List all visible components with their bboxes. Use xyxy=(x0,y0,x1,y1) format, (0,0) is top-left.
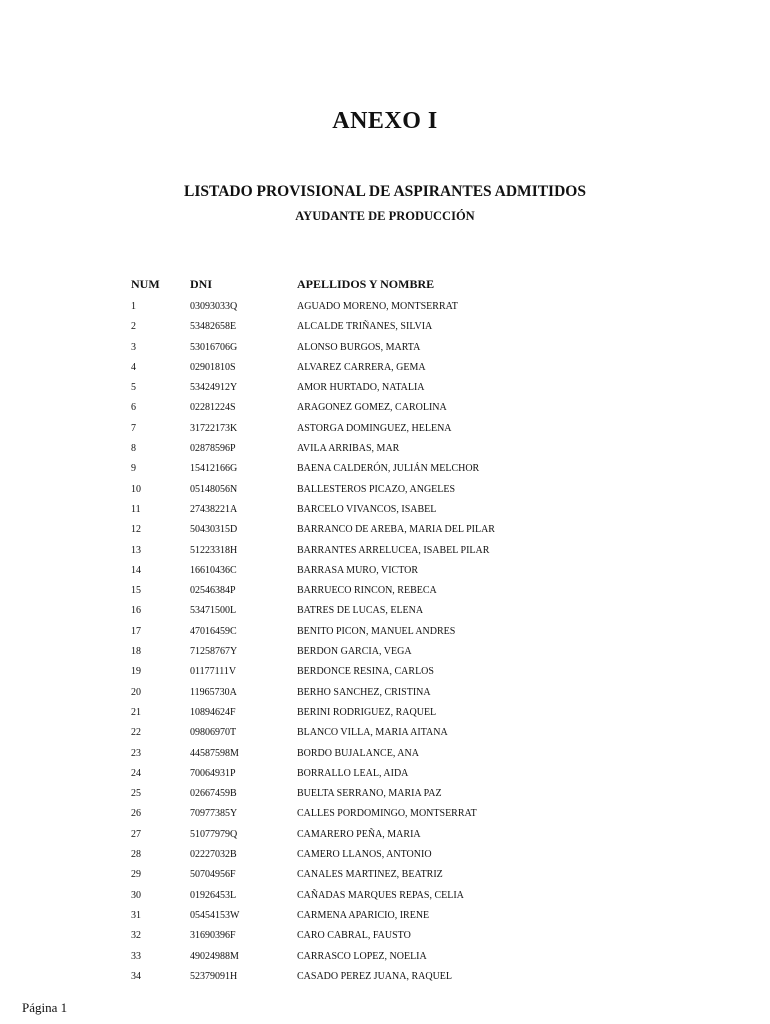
table-row xyxy=(0,906,770,926)
row-dni: 70977385Y xyxy=(190,808,238,820)
row-name: BERINI RODRIGUEZ, RAQUEL xyxy=(297,706,437,718)
table-row xyxy=(0,845,770,865)
applicants-table xyxy=(0,297,770,987)
row-dni: 09806970T xyxy=(190,727,237,739)
table-row xyxy=(0,683,770,703)
table-row xyxy=(0,459,770,479)
row-dni: 51077979Q xyxy=(190,828,238,840)
row-dni: 15412166G xyxy=(190,463,238,475)
row-name: BATRES DE LUCAS, ELENA xyxy=(297,605,424,617)
document-category: AYUDANTE DE PRODUCCIÓN xyxy=(295,209,475,223)
row-num: 14 xyxy=(131,564,141,576)
table-row xyxy=(0,723,770,743)
table-row xyxy=(0,439,770,459)
table-row xyxy=(0,662,770,682)
row-num: 15 xyxy=(131,585,141,597)
row-dni: 02667459B xyxy=(190,788,237,800)
row-dni: 02901810S xyxy=(190,361,236,373)
row-num: 12 xyxy=(131,524,141,536)
row-num: 21 xyxy=(131,706,141,718)
table-row xyxy=(0,622,770,642)
row-dni: 49024988M xyxy=(190,950,239,962)
page-number: Página 1 xyxy=(22,1000,68,1015)
row-num: 19 xyxy=(131,666,141,678)
table-row xyxy=(0,398,770,418)
row-num: 11 xyxy=(131,503,141,515)
row-name: BERHO SANCHEZ, CRISTINA xyxy=(297,686,431,698)
table-row xyxy=(0,703,770,723)
row-dni: 02281224S xyxy=(190,402,236,414)
row-dni: 71258767Y xyxy=(190,646,238,658)
row-dni: 70064931P xyxy=(190,767,236,779)
row-dni: 05454153W xyxy=(190,909,240,921)
row-name: ASTORGA DOMINGUEZ, HELENA xyxy=(297,422,452,434)
row-num: 26 xyxy=(131,808,141,820)
row-num: 29 xyxy=(131,869,141,881)
row-name: BARCELO VIVANCOS, ISABEL xyxy=(297,503,437,515)
row-name: CARRASCO LOPEZ, NOELIA xyxy=(297,950,427,962)
row-dni: 51223318H xyxy=(190,544,238,556)
row-name: BARRASA MURO, VICTOR xyxy=(297,564,419,576)
row-num: 34 xyxy=(131,970,141,982)
table-row xyxy=(0,784,770,804)
row-dni: 50704956F xyxy=(190,869,236,881)
row-name: AVILA ARRIBAS, MAR xyxy=(297,443,400,455)
row-num: 30 xyxy=(131,889,141,901)
row-name: ALVAREZ CARRERA, GEMA xyxy=(297,361,426,373)
table-row xyxy=(0,947,770,967)
row-name: BORRALLO LEAL, AIDA xyxy=(297,767,409,779)
row-dni: 01177111V xyxy=(190,666,237,678)
row-num: 9 xyxy=(131,463,136,475)
row-dni: 47016459C xyxy=(190,625,237,637)
row-num: 7 xyxy=(131,422,136,434)
row-name: BUELTA SERRANO, MARIA PAZ xyxy=(297,788,442,800)
row-num: 5 xyxy=(131,382,136,394)
document-title: ANEXO I xyxy=(332,108,438,134)
row-num: 13 xyxy=(131,544,141,556)
table-row xyxy=(0,317,770,337)
table-row xyxy=(0,358,770,378)
row-name: CALLES PORDOMINGO, MONTSERRAT xyxy=(297,808,477,820)
row-name: BERDONCE RESINA, CARLOS xyxy=(297,666,434,678)
table-row xyxy=(0,297,770,317)
row-num: 6 xyxy=(131,402,136,414)
row-dni: 02227032B xyxy=(190,849,237,861)
row-name: BARRANTES ARRELUCEA, ISABEL PILAR xyxy=(297,544,490,556)
table-row xyxy=(0,865,770,885)
row-name: BARRUECO RINCON, REBECA xyxy=(297,585,437,597)
row-name: CARMENA APARICIO, IRENE xyxy=(297,909,430,921)
row-num: 10 xyxy=(131,483,141,495)
row-num: 4 xyxy=(131,361,136,373)
row-name: BLANCO VILLA, MARIA AITANA xyxy=(297,727,448,739)
row-dni: 50430315D xyxy=(190,524,238,536)
table-row xyxy=(0,338,770,358)
row-num: 27 xyxy=(131,828,141,840)
row-name: BORDO BUJALANCE, ANA xyxy=(297,747,419,759)
column-header-num: NUM xyxy=(131,277,160,291)
table-row xyxy=(0,926,770,946)
row-dni: 11965730A xyxy=(190,686,237,698)
row-dni: 53424912Y xyxy=(190,382,238,394)
row-num: 22 xyxy=(131,727,141,739)
row-name: CASADO PEREZ JUANA, RAQUEL xyxy=(297,970,453,982)
row-name: BENITO PICON, MANUEL ANDRES xyxy=(297,625,456,637)
row-name: CAMERO LLANOS, ANTONIO xyxy=(297,849,432,861)
row-name: ARAGONEZ GOMEZ, CAROLINA xyxy=(297,402,447,414)
row-num: 8 xyxy=(131,443,136,455)
table-row xyxy=(0,744,770,764)
row-num: 24 xyxy=(131,767,141,779)
table-row xyxy=(0,967,770,987)
row-dni: 05148056N xyxy=(190,483,238,495)
row-dni: 53016706G xyxy=(190,341,238,353)
table-row xyxy=(0,601,770,621)
row-num: 1 xyxy=(131,301,136,312)
table-row xyxy=(0,825,770,845)
row-name: CAMARERO PEÑA, MARIA xyxy=(297,828,421,840)
row-name: AMOR HURTADO, NATALIA xyxy=(297,382,425,394)
row-dni: 01926453L xyxy=(190,889,237,901)
row-num: 3 xyxy=(131,341,136,353)
row-num: 28 xyxy=(131,849,141,861)
row-num: 31 xyxy=(131,909,141,921)
row-dni: 27438221A xyxy=(190,503,238,515)
row-num: 18 xyxy=(131,646,141,658)
row-name: AGUADO MORENO, MONTSERRAT xyxy=(297,301,458,312)
row-name: ALONSO BURGOS, MARTA xyxy=(297,341,421,353)
table-row xyxy=(0,541,770,561)
row-dni: 31722173K xyxy=(190,422,238,434)
row-name: CARO CABRAL, FAUSTO xyxy=(297,930,411,942)
row-dni: 31690396F xyxy=(190,930,236,942)
row-num: 20 xyxy=(131,686,141,698)
row-dni: 03093033Q xyxy=(190,301,238,312)
row-dni: 02878596P xyxy=(190,443,236,455)
table-row xyxy=(0,419,770,439)
row-dni: 53482658E xyxy=(190,321,237,333)
row-dni: 44587598M xyxy=(190,747,239,759)
row-num: 32 xyxy=(131,930,141,942)
row-name: CAÑADAS MARQUES REPAS, CELIA xyxy=(297,889,464,901)
column-header-dni: DNI xyxy=(190,277,213,291)
row-name: BAENA CALDERÓN, JULIÁN MELCHOR xyxy=(297,463,480,475)
row-num: 2 xyxy=(131,321,136,333)
row-dni: 02546384P xyxy=(190,585,236,597)
row-dni: 16610436C xyxy=(190,564,237,576)
table-row xyxy=(0,764,770,784)
table-row xyxy=(0,804,770,824)
row-name: BERDON GARCIA, VEGA xyxy=(297,646,412,658)
row-dni: 53471500L xyxy=(190,605,237,617)
column-header-name: APELLIDOS Y NOMBRE xyxy=(297,277,435,291)
table-row xyxy=(0,520,770,540)
row-num: 16 xyxy=(131,605,141,617)
row-num: 17 xyxy=(131,625,141,637)
row-name: BARRANCO DE AREBA, MARIA DEL PILAR xyxy=(297,524,495,536)
row-dni: 10894624F xyxy=(190,706,236,718)
row-name: CANALES MARTINEZ, BEATRIZ xyxy=(297,869,443,881)
row-name: BALLESTEROS PICAZO, ANGELES xyxy=(297,483,456,495)
table-row xyxy=(0,480,770,500)
row-dni: 52379091H xyxy=(190,970,238,982)
table-row xyxy=(0,581,770,601)
row-name: ALCALDE TRIÑANES, SILVIA xyxy=(297,321,433,333)
table-row xyxy=(0,378,770,398)
table-row xyxy=(0,642,770,662)
row-num: 25 xyxy=(131,788,141,800)
table-row xyxy=(0,886,770,906)
document-subtitle: LISTADO PROVISIONAL DE ASPIRANTES ADMITIDOS xyxy=(184,183,586,200)
row-num: 23 xyxy=(131,747,141,759)
row-num: 33 xyxy=(131,950,141,962)
table-row xyxy=(0,561,770,581)
table-row xyxy=(0,500,770,520)
